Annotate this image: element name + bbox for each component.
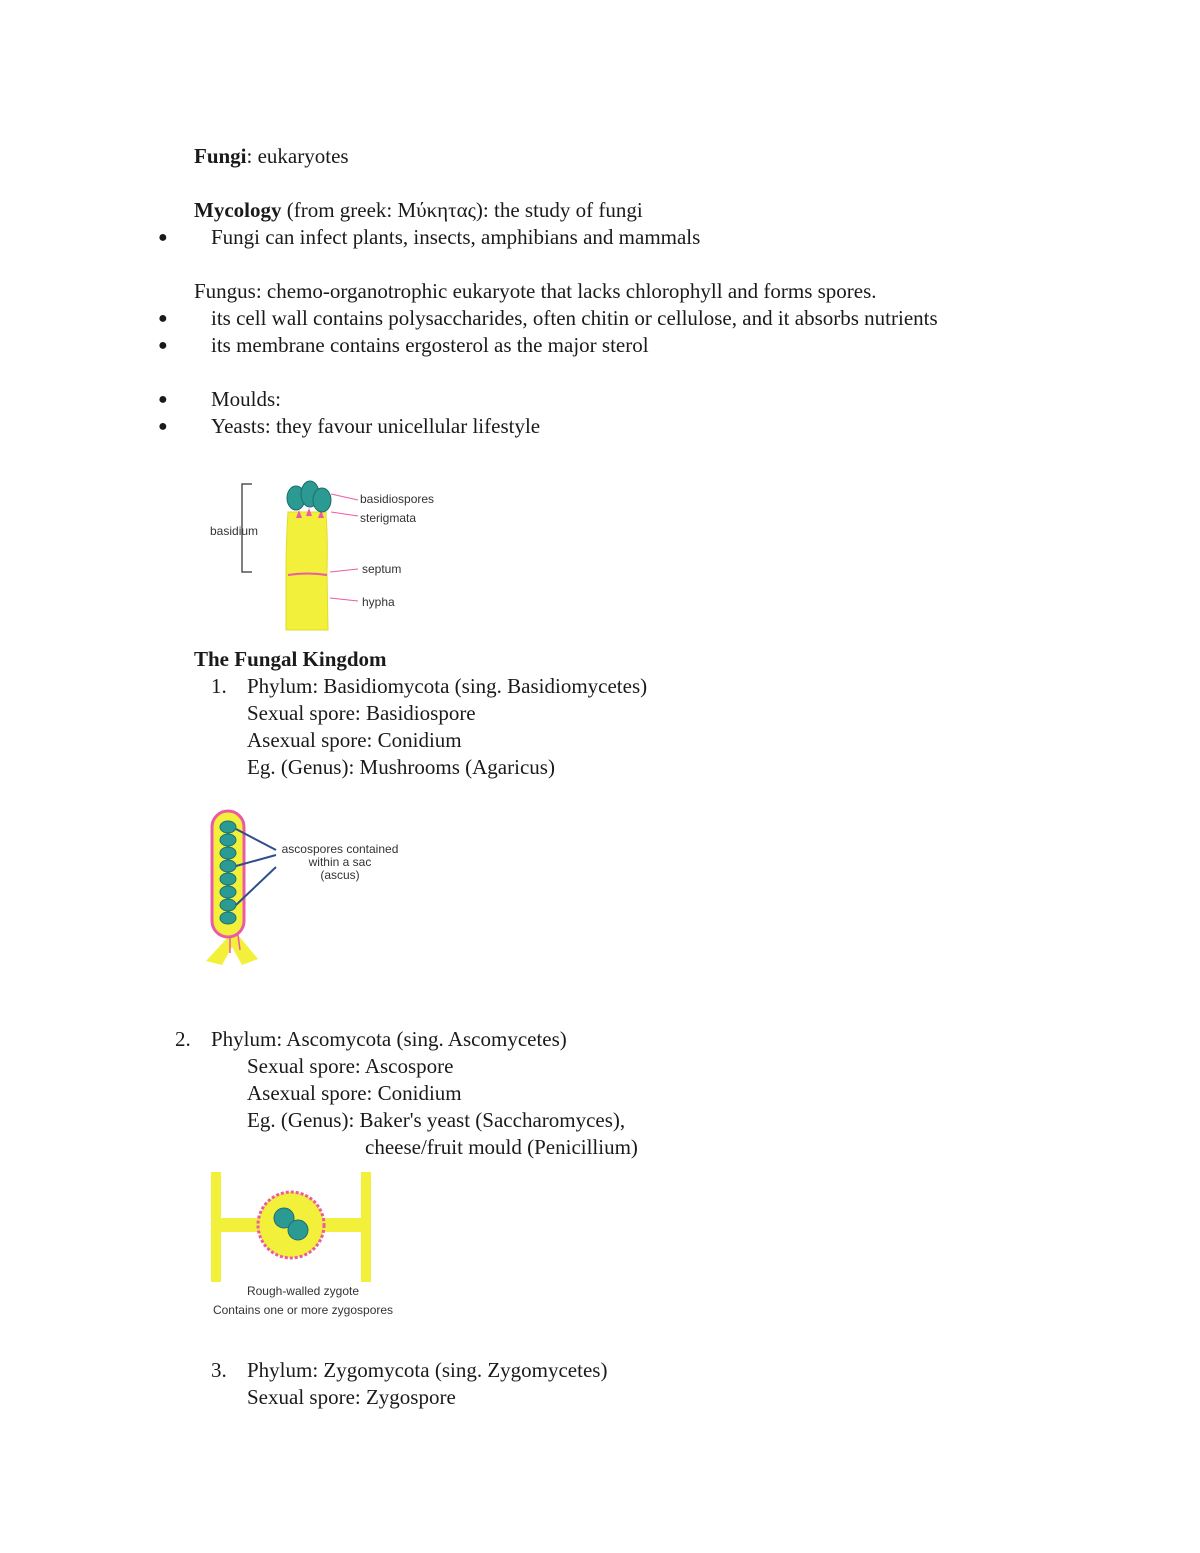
hypha-body: [286, 512, 328, 630]
bullet-icon: ●: [158, 418, 168, 435]
mycology-definition: (from greek: Μύκητας): the study of fungi: [281, 198, 643, 222]
ascus-label-line-1: ascospores contained: [281, 842, 399, 856]
phylum-2-example: Eg. (Genus): Baker's yeast (Saccharomyces),: [247, 1108, 626, 1132]
phylum-2-example-cont: cheese/fruit mould (Penicillium): [365, 1135, 638, 1159]
label-sterigmata: sterigmata: [360, 511, 417, 525]
ascospore: [220, 886, 236, 898]
zygospore: [288, 1220, 308, 1240]
phylum-1-asexual: Asexual spore: Conidium: [247, 728, 462, 752]
bullet-icon: ●: [158, 229, 168, 246]
ascus-label-line-3: (ascus): [320, 868, 360, 882]
phylum-2-asexual: Asexual spore: Conidium: [247, 1081, 462, 1105]
ascus-figure: [200, 805, 415, 970]
zygote-caption-line-1: Rough-walled zygote: [246, 1284, 360, 1298]
mycology-line: [194, 197, 643, 224]
phylum-2-number: 2.: [175, 1027, 191, 1051]
label-hypha: hypha: [362, 595, 395, 609]
mycology-bullet: Fungi can infect plants, insects, amphibians and mammals: [211, 225, 701, 249]
ascospore: [220, 834, 236, 846]
zygote-caption-line-2: Contains one or more zygospores: [212, 1303, 394, 1317]
fungus-bullet-cell-wall: its cell wall contains polysaccharides, often chitin or cellulose, and it absorbs nutrients: [211, 306, 938, 330]
hypha-left: [211, 1172, 221, 1282]
phylum-3-sexual: Sexual spore: Zygospore: [247, 1385, 456, 1409]
fungi-definition: : eukaryotes: [246, 144, 349, 168]
ascospore: [220, 821, 236, 833]
ascus-label-line-2: within a sac: [308, 855, 372, 869]
phylum-3-name: Phylum: Zygomycota (sing. Zygomycetes): [247, 1358, 608, 1382]
ascospore: [220, 860, 236, 872]
form-yeasts: Yeasts: they favour unicellular lifestyle: [211, 414, 541, 438]
phylum-1-sexual: Sexual spore: Basidiospore: [247, 701, 476, 725]
label-basidiospores: basidiospores: [360, 492, 435, 506]
pointer-line: [330, 598, 358, 601]
pointer-line: [331, 494, 358, 500]
phylum-3-number: 3.: [211, 1358, 227, 1382]
phylum-1-name: Phylum: Basidiomycota (sing. Basidiomycetes): [247, 674, 648, 698]
fungus-bullet-membrane: its membrane contains ergosterol as the major sterol: [211, 333, 649, 357]
bullet-icon: ●: [158, 391, 168, 408]
hypha-right: [361, 1172, 371, 1282]
ascospore: [220, 873, 236, 885]
label-basidium: basidium: [210, 524, 259, 538]
zygote-figure: [195, 1168, 415, 1320]
basidium-figure: [200, 472, 460, 637]
phylum-2-name: Phylum: Ascomycota (sing. Ascomycetes): [211, 1027, 567, 1051]
ascospore: [220, 899, 236, 911]
phylum-1-number: 1.: [211, 674, 227, 698]
bullet-icon: ●: [158, 310, 168, 327]
fungi-line: [194, 143, 349, 170]
pointer-line: [331, 512, 358, 516]
ascospore: [220, 847, 236, 859]
form-moulds: Moulds:: [211, 387, 282, 411]
kingdom-heading: The Fungal Kingdom: [194, 647, 387, 671]
phylum-1-example: Eg. (Genus): Mushrooms (Agaricus): [247, 755, 555, 779]
mycology-term: Mycology: [194, 198, 282, 222]
phylum-2-sexual: Sexual spore: Ascospore: [247, 1054, 454, 1078]
basidiospore: [313, 488, 331, 512]
pointer-line: [330, 569, 358, 572]
label-septum: septum: [362, 562, 402, 576]
ascus-stalk: [206, 935, 258, 965]
bullet-icon: ●: [158, 337, 168, 354]
fungi-term: Fungi: [194, 144, 247, 168]
fungus-definition: Fungus: chemo-organotrophic eukaryote that lacks chlorophyll and forms spores.: [194, 279, 877, 303]
ascospore: [220, 912, 236, 924]
